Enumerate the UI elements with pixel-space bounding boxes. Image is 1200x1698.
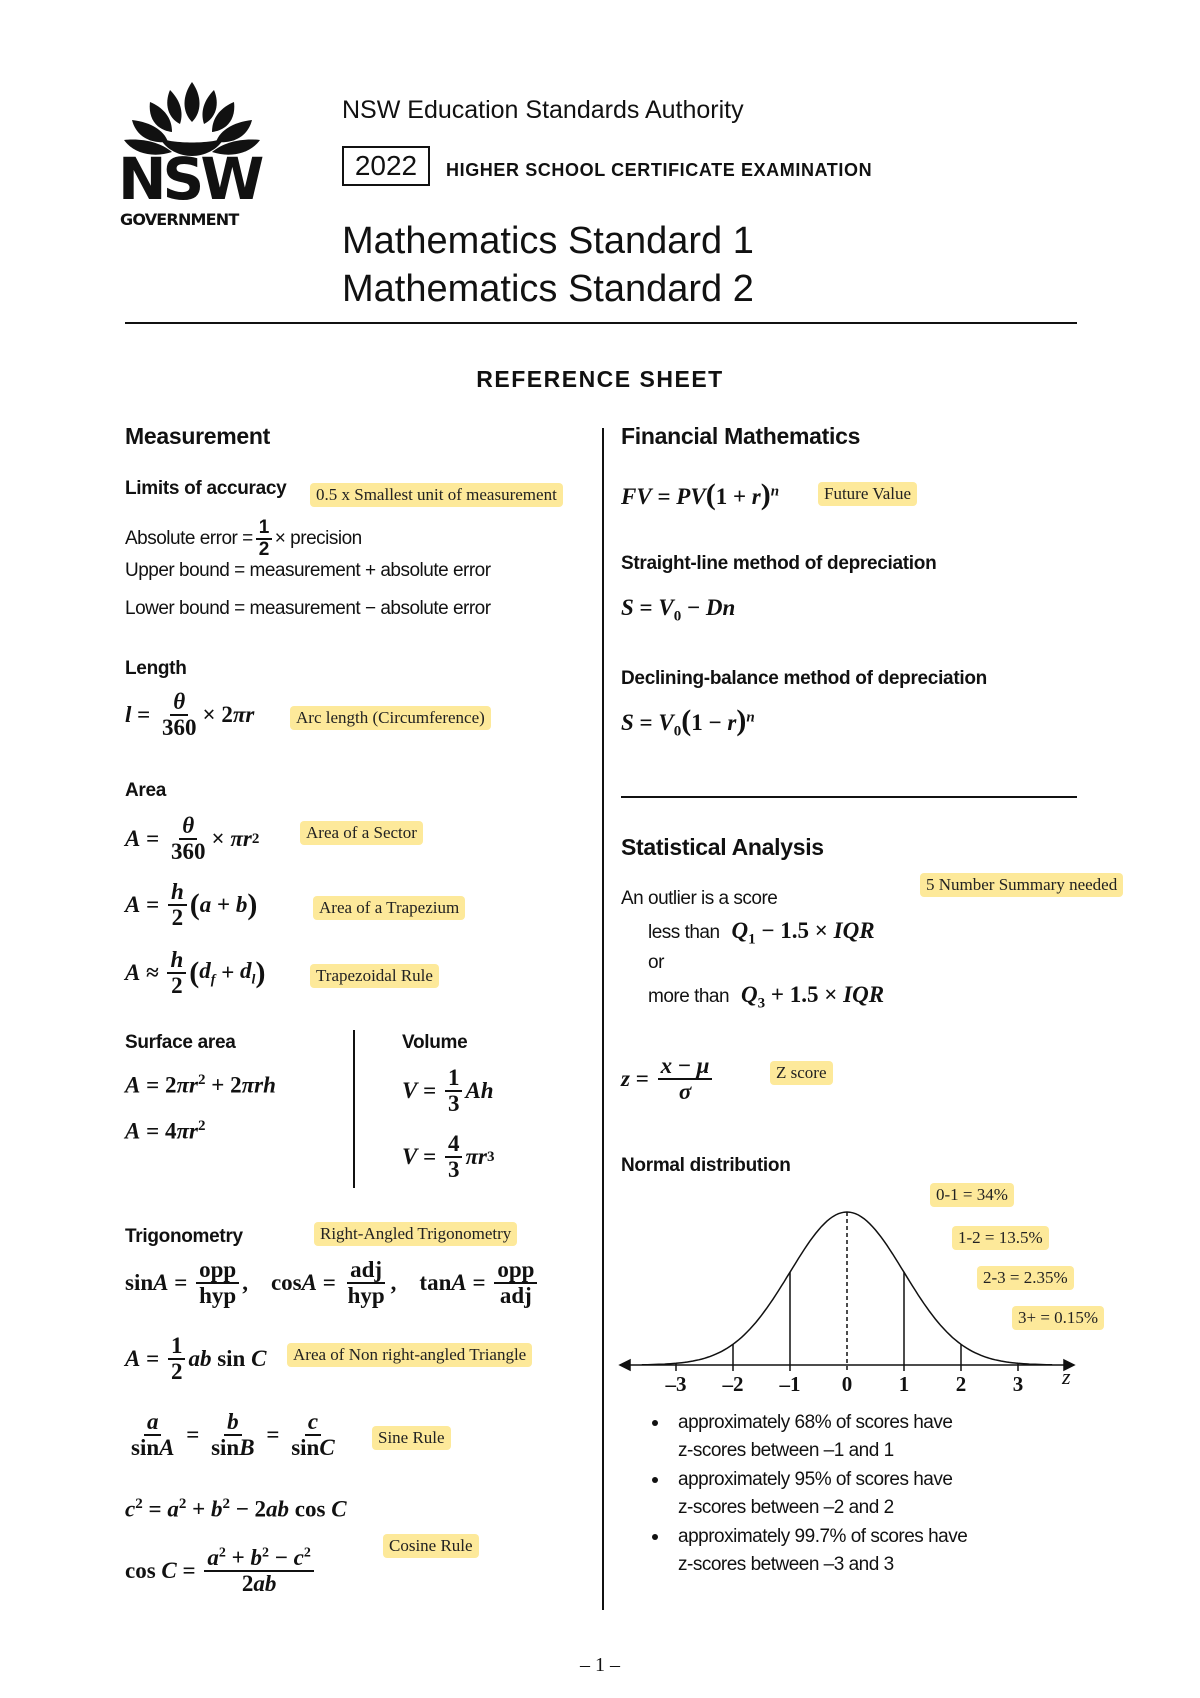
opp-label-2: opp bbox=[494, 1258, 537, 1284]
sector-note: Area of a Sector bbox=[300, 821, 423, 845]
pct-note-0-1: 0-1 = 34% bbox=[930, 1183, 1014, 1207]
adj-label-1: adj bbox=[347, 1258, 385, 1284]
outlier-definition: An outlier is a score bbox=[621, 888, 778, 909]
area-heading: Area bbox=[125, 780, 167, 801]
declining-balance-heading: Declining-balance method of depreciation bbox=[621, 668, 987, 689]
logo-nsw-text: NSW bbox=[118, 145, 261, 213]
page-number: – 1 – bbox=[580, 1654, 620, 1676]
sine-rule-formula: $\frac{a}{\sin A}$ = $\frac{b}{\sin B}$ = $\frac{c}{\sin C}$ bbox=[131, 1409, 335, 1461]
normal-distribution-graph bbox=[610, 1180, 1080, 1380]
header-divider bbox=[125, 322, 1077, 324]
adj-label-2: adj bbox=[499, 1283, 532, 1309]
length-heading: Length bbox=[125, 658, 187, 679]
upper-bound: Upper bound = measurement + absolute error bbox=[125, 560, 491, 581]
authority-name: NSW Education Standards Authority bbox=[342, 96, 744, 124]
course-title-1: Mathematics Standard 1 bbox=[342, 220, 754, 262]
cosine-rule-formula: $c^2 = a^2 + b^2 - 2ab$ cos C bbox=[125, 1496, 347, 1522]
arc-length-formula: l = $\frac{\theta}{360}$ × 2 πr bbox=[125, 689, 255, 741]
exam-name: HIGHER SCHOOL CERTIFICATE EXAMINATION bbox=[446, 160, 873, 180]
surface-area-heading: Surface area bbox=[125, 1032, 236, 1053]
bullet-dot-icon bbox=[652, 1534, 658, 1540]
non-right-area-note: Area of Non right-angled Triangle bbox=[287, 1343, 532, 1367]
absolute-error-formula: Absolute error = $\frac{1}{2}$ × precision bbox=[125, 517, 362, 560]
statistics-heading: Statistical Analysis bbox=[621, 834, 824, 860]
sector-area-formula: A = $\frac{\theta}{360}$ × πr 2 bbox=[125, 813, 260, 865]
tick-label: 2 bbox=[955, 1372, 967, 1396]
bullet-line: approximately 99.7% of scores have bbox=[678, 1526, 968, 1547]
sheet-title: REFERENCE SHEET bbox=[476, 366, 724, 392]
right-angled-ratios: sin A = $\frac{\text{opp}}{\text{hyp}}$ , cos A = $\frac{\text{adj}}{\text{hyp}}$ , tan A = $\frac{\text{opp}}{\text{adj}}$ bbox=[125, 1258, 540, 1308]
bullet-dot-icon bbox=[652, 1420, 658, 1426]
pct-note-2-3: 2-3 = 2.35% bbox=[977, 1266, 1074, 1290]
bullet-line: z-scores between –3 and 3 bbox=[678, 1554, 894, 1575]
financial-heading: Financial Mathematics bbox=[621, 423, 861, 449]
absolute-error-label: Absolute error = bbox=[125, 527, 253, 549]
limits-note: 0.5 x Smallest unit of measurement bbox=[310, 483, 563, 507]
outlier-upper-rule: more than $Q_3 + 1.5$ × IQR bbox=[648, 982, 885, 1012]
future-value-formula: FV = $PV(1 + r)^n$ bbox=[621, 478, 780, 511]
hyp-label-2: hyp bbox=[347, 1283, 385, 1309]
tick-label: –3 bbox=[665, 1372, 687, 1396]
lower-bound: Lower bound = measurement − absolute error bbox=[125, 598, 491, 619]
trapezoidal-rule-formula: A ≈ $\frac{h}{2}$ ( $d_f$ + $d_l$ ) bbox=[125, 947, 266, 999]
tick-label: 3 bbox=[1012, 1372, 1024, 1396]
z-score-note: Z score bbox=[770, 1061, 833, 1085]
bullet-line: approximately 95% of scores have bbox=[678, 1469, 953, 1490]
hyp-label-1: hyp bbox=[199, 1283, 237, 1309]
bullet-line: approximately 68% of scores have bbox=[678, 1412, 953, 1433]
trigonometry-heading: Trigonometry bbox=[125, 1226, 243, 1247]
pct-note-1-2: 1-2 = 13.5% bbox=[952, 1226, 1049, 1250]
z-score-formula: z = $\frac{x - \mu}{\sigma}$ bbox=[621, 1054, 715, 1104]
cosine-rule-rearranged: cos C = $\frac{a^2 + b^2 - c^2}{2ab}$ bbox=[125, 1546, 317, 1596]
financial-stats-divider bbox=[621, 796, 1077, 798]
right-angled-note: Right-Angled Trigonometry bbox=[314, 1222, 517, 1246]
column-divider bbox=[602, 428, 604, 1610]
triangle-area-formula: A = $\frac{1}{2}$ ab sin C bbox=[125, 1333, 267, 1385]
straight-line-heading: Straight-line method of depreciation bbox=[621, 553, 937, 574]
more-than-label: more than bbox=[648, 986, 730, 1008]
future-value-note: Future Value bbox=[818, 482, 917, 506]
trapezium-note: Area of a Trapezium bbox=[313, 896, 465, 920]
straight-line-formula: $S = V_0 - Dn$ bbox=[621, 595, 736, 625]
sphere-volume-formula: V = $\frac{4}{3}$ πr 3 bbox=[402, 1131, 495, 1183]
tick-label: –1 bbox=[779, 1372, 801, 1396]
prism-volume-formula: V = $\frac{1}{3}$ Ah bbox=[402, 1065, 494, 1117]
or-label: or bbox=[648, 952, 664, 973]
surface-volume-divider bbox=[353, 1030, 355, 1188]
absolute-error-tail: × precision bbox=[274, 527, 362, 549]
tick-label: –2 bbox=[722, 1372, 744, 1396]
arc-length-note: Arc length (Circumference) bbox=[290, 706, 491, 730]
bullet-line: z-scores between –1 and 1 bbox=[678, 1440, 894, 1461]
less-than-label: less than bbox=[648, 922, 720, 944]
axis-arrow-left-icon bbox=[620, 1360, 630, 1370]
volume-heading: Volume bbox=[402, 1032, 468, 1053]
tick-label: 1 bbox=[898, 1372, 910, 1396]
declining-balance-formula: $S = V_0(1 - r)^n$ bbox=[621, 704, 755, 740]
outlier-lower-rule: less than $Q_1 - 1.5$ × IQR bbox=[648, 918, 875, 948]
measurement-heading: Measurement bbox=[125, 423, 270, 449]
normal-distribution-heading: Normal distribution bbox=[621, 1155, 791, 1176]
opp-label-1: opp bbox=[196, 1258, 239, 1284]
axis-z-label: z bbox=[1062, 1364, 1071, 1389]
exam-year-box: 2022 bbox=[342, 146, 430, 186]
trapezium-area-formula: A = $\frac{h}{2}$ ( a + b ) bbox=[125, 879, 258, 931]
course-title-2: Mathematics Standard 2 bbox=[342, 268, 754, 310]
logo-government-text: GOVERNMENT bbox=[120, 210, 239, 229]
sine-rule-note: Sine Rule bbox=[372, 1426, 451, 1450]
pct-note-3-plus: 3+ = 0.15% bbox=[1012, 1306, 1104, 1330]
cosine-rule-note: Cosine Rule bbox=[383, 1534, 479, 1558]
bullet-line: z-scores between –2 and 2 bbox=[678, 1497, 894, 1518]
limits-heading: Limits of accuracy bbox=[125, 478, 287, 499]
sphere-surface-formula: $A = 4\pi r^2$ bbox=[125, 1118, 206, 1144]
cylinder-surface-formula: $A = 2\pi r^2 + 2\pi rh$ bbox=[125, 1072, 276, 1098]
five-number-note: 5 Number Summary needed bbox=[920, 873, 1123, 897]
bullet-dot-icon bbox=[652, 1477, 658, 1483]
trapezoidal-note: Trapezoidal Rule bbox=[310, 964, 439, 988]
tick-label: 0 bbox=[841, 1372, 853, 1396]
